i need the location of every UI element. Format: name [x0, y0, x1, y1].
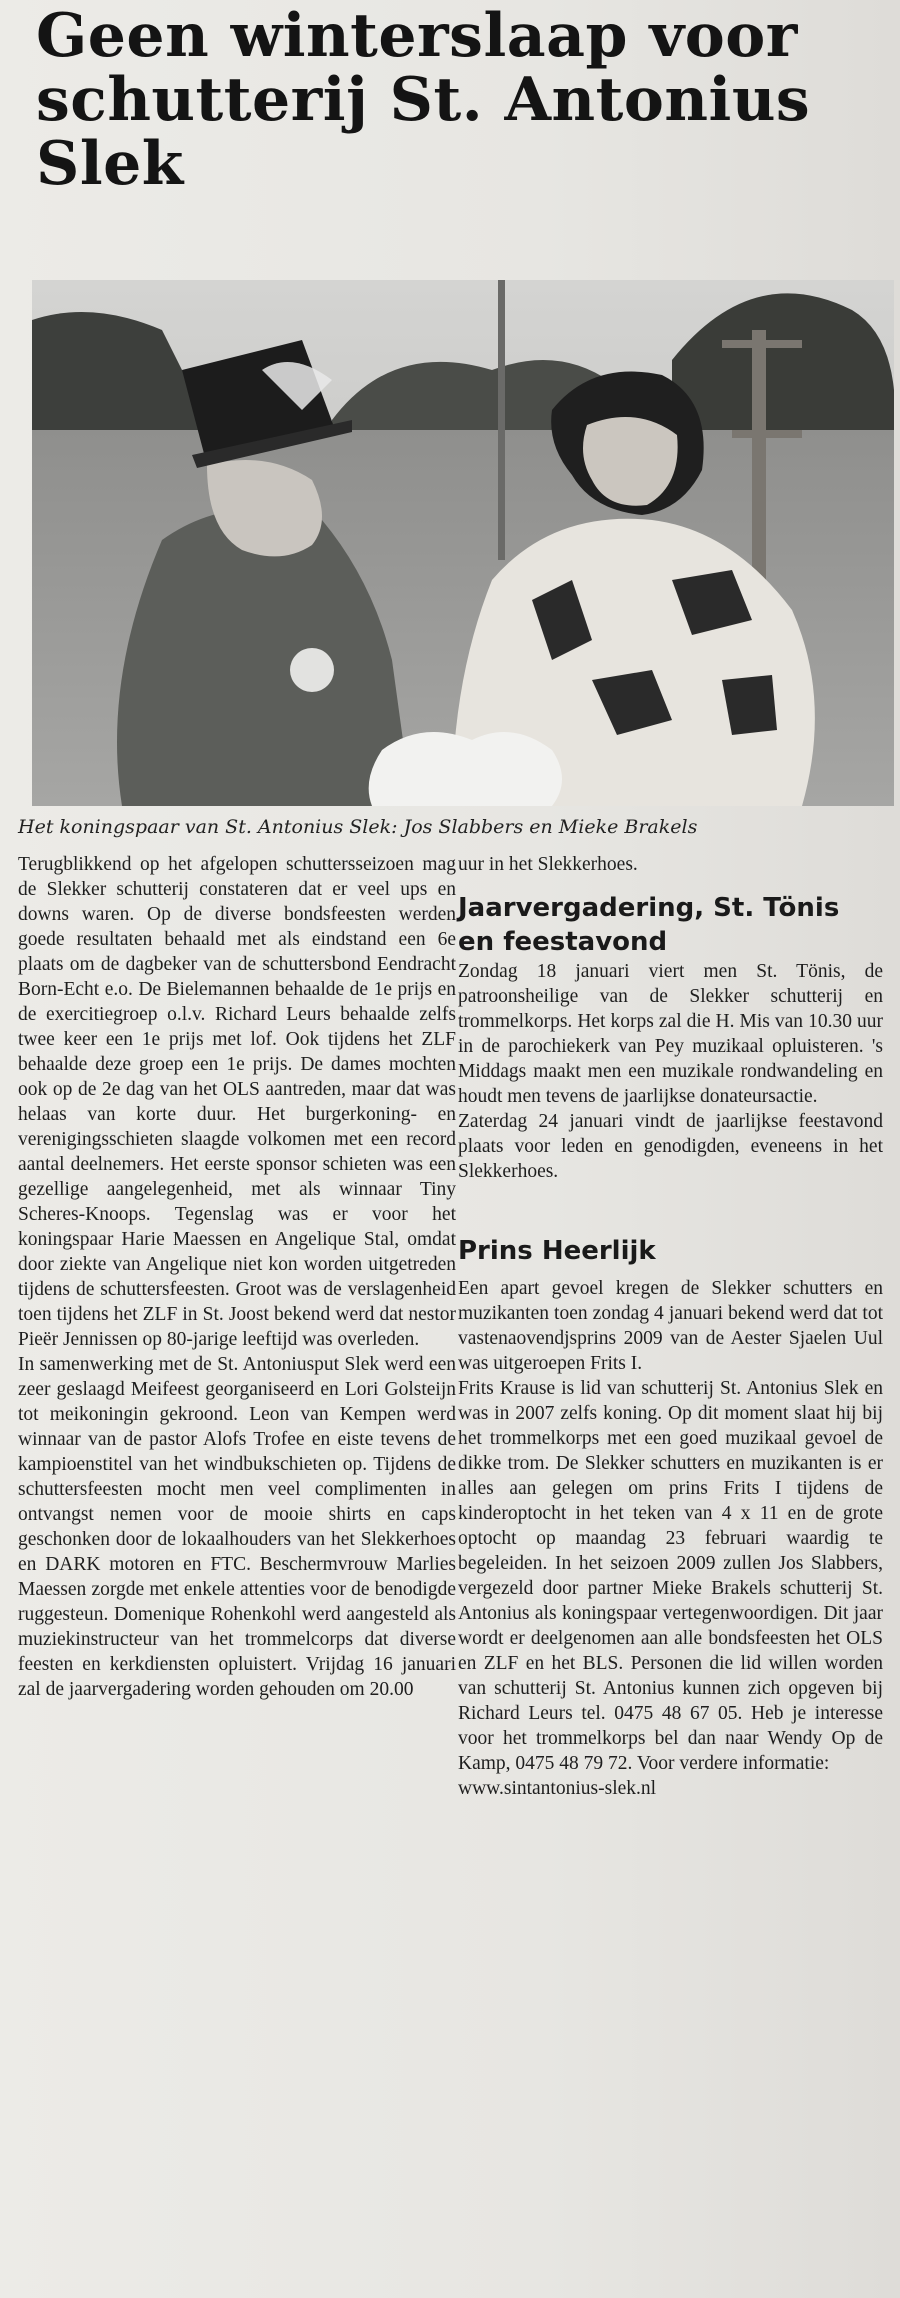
article-continuation: uur in het Slekkerhoes. — [458, 854, 638, 875]
article-paragraph: Een apart gevoel kregen de Slekker schutters en muzikanten toen zondag 4 januari bekend werd dat tot vastenaovendjsprins 2009 van de Aester Sjaelen Uul was uitgeroepen Frits I. — [458, 1278, 883, 1374]
section-heading-jaarvergadering: Jaarvergadering, St. Tönis en feestavond — [458, 893, 840, 957]
headline: Geen winterslaap voor schutterij St. Antonius Slek — [36, 1, 811, 199]
article-paragraph: Terugblikkend op het afgelopen schuttersseizoen mag de Slekker schutterij constateren dat er veel ups en downs waren. Op de diverse bondsfeesten werden goede resultaten behaald met als eindstand een 6e plaats om de dagbeker van de schuttersbond Eendracht Born-Echt e.o. De Bielemannen behaalde de 1e prijs en de exercitiegroep o.l.v. Richard Leurs behaalde zelfs twee keer een 1e prijs met lof. Ook tijdens het ZLF behaalde deze groep een 1e prijs. De dames mochten ook op de 2e dag van het OLS aantreden, maar dat was helaas van korte duur. Het burgerkoning- en verenigingsschieten slaagde volkomen met een record aantal deelnemers. Het eerste sponsor schieten was een gezellige aangelegenheid, met als winnaar Tiny Scheres-Knoops. Tegenslag was er voor het koningspaar Harie Maessen en Angelique Stal, omdat door ziekte van Angelique niet kon worden uitgetreden tijdens de schuttersfeesten. Groot was de verslagenheid toen tijdens het ZLF in St. Joost bekend werd dat nestor Pieër Jennissen op 80-jarige leeftijd was overleden. — [18, 854, 456, 1350]
article-paragraph: Zaterdag 24 januari vindt de jaarlijkse feestavond plaats voor leden en genodigden, eveneens in het Slekkerhoes. — [458, 1111, 883, 1182]
article-column-right — [458, 852, 883, 1801]
article-paragraph: Frits Krause is lid van schutterij St. Antonius Slek en was in 2007 zelfs koning. Op dit moment slaat hij bij het trommelkorps met een goed muzikaal gevoel de dikke trom. De Slekker schutters en muzikanten is er alles aan gelegen om prins Frits I tijdens de kinderoptocht in het teken van 4 x 11 en de grote optocht op maandag 23 februari waardig te begeleiden. In het seizoen 2009 zullen Jos Slabbers, vergezeld door partner Mieke Brakels schutterij St. Antonius als koningspaar vertegenwoordigen. Dit jaar wordt er deelgenomen aan alle bondsfeesten het OLS en ZLF en het BLS. Personen die lid willen worden van schutterij St. Antonius kunnen zich opgeven bij Richard Leurs tel. 0475 48 67 05. Heb je interesse voor het trommelkorps bel dan naar Wendy Op de Kamp, 0475 48 79 72. Voor verdere informatie: — [458, 1378, 883, 1774]
website-url[interactable]: www.sintantonius-slek.nl — [458, 1778, 657, 1799]
section-heading-prins-heerlijk: Prins Heerlijk — [458, 1236, 656, 1266]
king-couple-photo — [32, 280, 894, 806]
article-paragraph: Zondag 18 januari viert men St. Tönis, de patroonsheilige van de Slekker schutterij en trommelkorps. Het korps zal die H. Mis van 10.30 uur in de parochiekerk van Pey muzikaal opluisteren. 's Middags maakt men een muzikale rondwandeling en houdt men tevens de jaarlijkse donateursactie. — [458, 961, 883, 1107]
article-paragraph: In samenwerking met de St. Antoniusput Slek werd een zeer geslaagd Meifeest georganiseerd en Lori Golsteijn tot meikoningin gekroond. Leon van Kempen werd winnaar van de pastor Alofs Trofee en eiste tevens de kampioenstitel van het windbukschieten op. Tijdens de schuttersfeesten mocht men veel complimenten in ontvangst nemen voor de mooie shirts en caps geschonken door de lokaalhouders van het Slekkerhoes en DARK motoren en FTC. Beschermvrouw Marlies Maessen zorgde met enkele attenties voor de benodigde ruggesteun. Domenique Rohenkohl werd aangesteld als muziekinstructeur van het trommelcorps dat diverse feesten en kerkdiensten opluistert. Vrijdag 16 januari zal de jaarvergadering worden gehouden om 20.00 — [18, 1354, 456, 1700]
photo-caption: Het koningspaar van St. Antonius Slek: Jos Slabbers en Mieke Brakels — [18, 816, 698, 838]
article-column-left — [18, 852, 456, 1702]
photo-illustration — [32, 280, 894, 806]
